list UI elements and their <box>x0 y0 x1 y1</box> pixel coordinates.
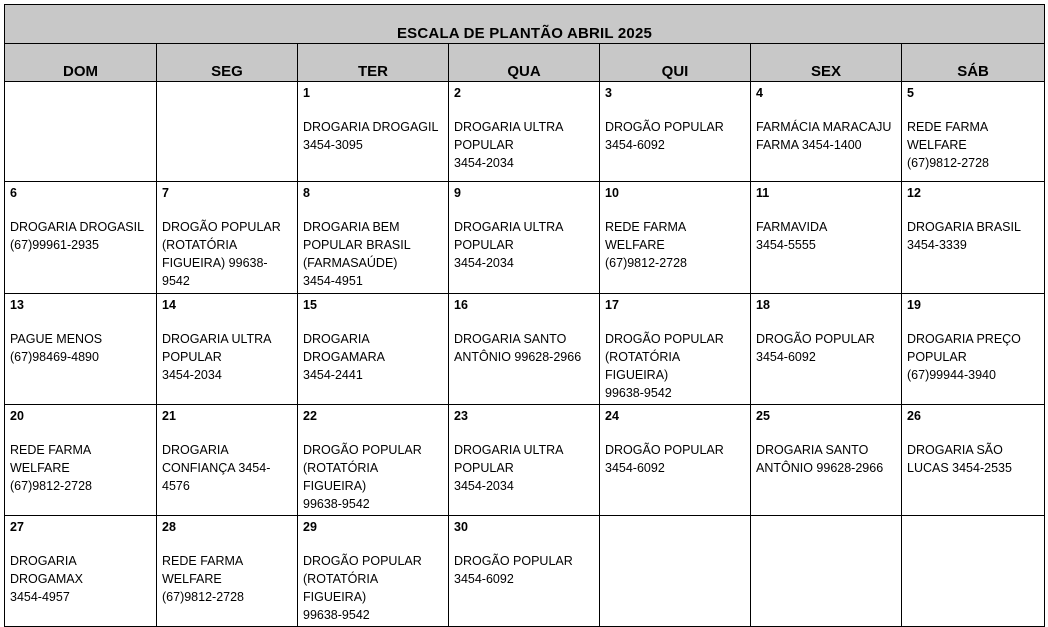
day-cell <box>902 294 1045 405</box>
day-cell <box>751 294 902 405</box>
week-row <box>5 405 1045 516</box>
day-cell <box>449 182 600 294</box>
day-number: 11 <box>756 186 770 200</box>
day-cell <box>600 294 751 405</box>
day-cell <box>600 516 751 627</box>
day-number: 27 <box>10 520 24 534</box>
day-number: 13 <box>10 298 24 312</box>
pharmacy-info: FARMAVIDA 3454-5555 <box>756 220 828 252</box>
day-number <box>10 84 152 102</box>
pharmacy-info: REDE FARMA WELFARE (67)9812-2728 <box>605 220 688 270</box>
pharmacy-info: DROGARIA BRASIL 3454-3339 <box>907 220 1021 252</box>
day-cell <box>600 82 751 182</box>
day-number: 2 <box>454 86 461 100</box>
day-number: 29 <box>303 520 317 534</box>
day-number: 14 <box>162 298 176 312</box>
day-cell <box>157 182 298 294</box>
day-cell <box>157 82 298 182</box>
pharmacy-info: DROGARIA DROGASIL (67)99961-2935 <box>10 220 145 252</box>
day-cell <box>298 405 449 516</box>
day-cell <box>902 516 1045 627</box>
pharmacy-info: DROGARIA ULTRA POPULAR 3454-2034 <box>454 120 564 170</box>
day-cell <box>298 182 449 294</box>
day-number: 20 <box>10 409 24 423</box>
day-number: 7 <box>162 186 169 200</box>
day-cell <box>157 516 298 627</box>
day-cell <box>902 182 1045 294</box>
day-cell <box>298 516 449 627</box>
day-cell <box>5 182 157 294</box>
day-number: 25 <box>756 409 770 423</box>
day-cell <box>298 82 449 182</box>
day-number: 26 <box>907 409 921 423</box>
pharmacy-info: DROGARIA SÃO LUCAS 3454-2535 <box>907 443 1012 475</box>
weekday-tuesday: TER <box>298 44 449 82</box>
day-number: 12 <box>907 186 921 200</box>
pharmacy-info: FARMÁCIA MARACAJU FARMA 3454-1400 <box>756 120 892 152</box>
day-cell <box>157 405 298 516</box>
week-row <box>5 294 1045 405</box>
day-number: 23 <box>454 409 468 423</box>
day-cell <box>902 82 1045 182</box>
day-number: 30 <box>454 520 468 534</box>
pharmacy-info: REDE FARMA WELFARE (67)9812-2728 <box>10 443 93 493</box>
weekday-saturday: SÁB <box>902 44 1045 82</box>
day-number: 5 <box>907 86 914 100</box>
day-number: 16 <box>454 298 468 312</box>
day-cell <box>449 405 600 516</box>
weekday-header-row <box>5 44 1045 82</box>
weekday-sunday: DOM <box>5 44 157 82</box>
pharmacy-info: DROGÃO POPULAR 3454-6092 <box>756 332 875 364</box>
day-cell <box>751 405 902 516</box>
pharmacy-info: DROGÃO POPULAR 3454-6092 <box>605 120 724 152</box>
day-cell <box>298 294 449 405</box>
day-cell <box>5 405 157 516</box>
day-number: 8 <box>303 186 310 200</box>
week-row <box>5 182 1045 294</box>
day-number: 18 <box>756 298 770 312</box>
day-cell <box>5 82 157 182</box>
day-number <box>907 518 1040 536</box>
day-cell <box>751 516 902 627</box>
pharmacy-info: DROGÃO POPULAR (ROTATÓRIA FIGUEIRA) 99638- 9542 <box>162 220 281 288</box>
pharmacy-info: DROGARIA ULTRA POPULAR 3454-2034 <box>162 332 272 382</box>
weekday-friday: SEX <box>751 44 902 82</box>
pharmacy-info: DROGARIA ULTRA POPULAR 3454-2034 <box>454 443 564 493</box>
pharmacy-info: DROGARIA BEM POPULAR BRASIL (FARMASAÚDE) 3454-4951 <box>303 220 411 288</box>
day-number <box>162 84 293 102</box>
day-number: 17 <box>605 298 619 312</box>
pharmacy-info: DROGARIA ULTRA POPULAR 3454-2034 <box>454 220 564 270</box>
day-number: 10 <box>605 186 619 200</box>
day-number: 24 <box>605 409 619 423</box>
pharmacy-info: DROGARIA DROGAMARA 3454-2441 <box>303 332 385 382</box>
day-cell <box>902 405 1045 516</box>
day-number: 28 <box>162 520 176 534</box>
weekday-thursday: QUI <box>600 44 751 82</box>
day-number: 1 <box>303 86 310 100</box>
day-cell <box>449 294 600 405</box>
day-cell <box>600 405 751 516</box>
pharmacy-info: DROGARIA DROGAMAX 3454-4957 <box>10 554 83 604</box>
pharmacy-info: DROGÃO POPULAR 3454-6092 <box>605 443 724 475</box>
day-cell <box>157 294 298 405</box>
pharmacy-info: DROGÃO POPULAR (ROTATÓRIA FIGUEIRA) 99638-9542 <box>605 332 724 400</box>
day-number: 21 <box>162 409 176 423</box>
day-number: 6 <box>10 186 17 200</box>
pharmacy-info: REDE FARMA WELFARE (67)9812-2728 <box>162 554 245 604</box>
pharmacy-info: DROGÃO POPULAR 3454-6092 <box>454 554 573 586</box>
weekday-monday: SEG <box>157 44 298 82</box>
pharmacy-info: DROGARIA PREÇO POPULAR (67)99944-3940 <box>907 332 1021 382</box>
pharmacy-info: DROGARIA CONFIANÇA 3454- 4576 <box>162 443 271 493</box>
day-number <box>756 518 897 536</box>
pharmacy-info: DROGARIA SANTO ANTÔNIO 99628-2966 <box>756 443 884 475</box>
pharmacy-info: DROGARIA SANTO ANTÔNIO 99628-2966 <box>454 332 582 364</box>
calendar-title: ESCALA DE PLANTÃO ABRIL 2025 <box>5 5 1045 44</box>
day-number: 15 <box>303 298 317 312</box>
pharmacy-info: DROGÃO POPULAR (ROTATÓRIA FIGUEIRA) 99638-9542 <box>303 443 422 511</box>
calendar-table <box>4 4 1045 627</box>
pharmacy-info: DROGARIA DROGAGIL 3454-3095 <box>303 120 439 152</box>
week-row <box>5 82 1045 182</box>
day-number: 9 <box>454 186 461 200</box>
day-number: 19 <box>907 298 921 312</box>
day-number: 4 <box>756 86 763 100</box>
day-cell <box>449 82 600 182</box>
day-number: 3 <box>605 86 612 100</box>
day-cell <box>5 516 157 627</box>
day-cell <box>600 182 751 294</box>
day-cell <box>5 294 157 405</box>
day-cell <box>751 182 902 294</box>
pharmacy-info: PAGUE MENOS (67)98469-4890 <box>10 332 103 364</box>
weekday-wednesday: QUA <box>449 44 600 82</box>
pharmacy-info: DROGÃO POPULAR (ROTATÓRIA FIGUEIRA) 99638-9542 <box>303 554 422 622</box>
day-number: 22 <box>303 409 317 423</box>
week-row <box>5 516 1045 627</box>
day-cell <box>449 516 600 627</box>
pharmacy-info: REDE FARMA WELFARE (67)9812-2728 <box>907 120 990 170</box>
day-number <box>605 518 746 536</box>
day-cell <box>751 82 902 182</box>
